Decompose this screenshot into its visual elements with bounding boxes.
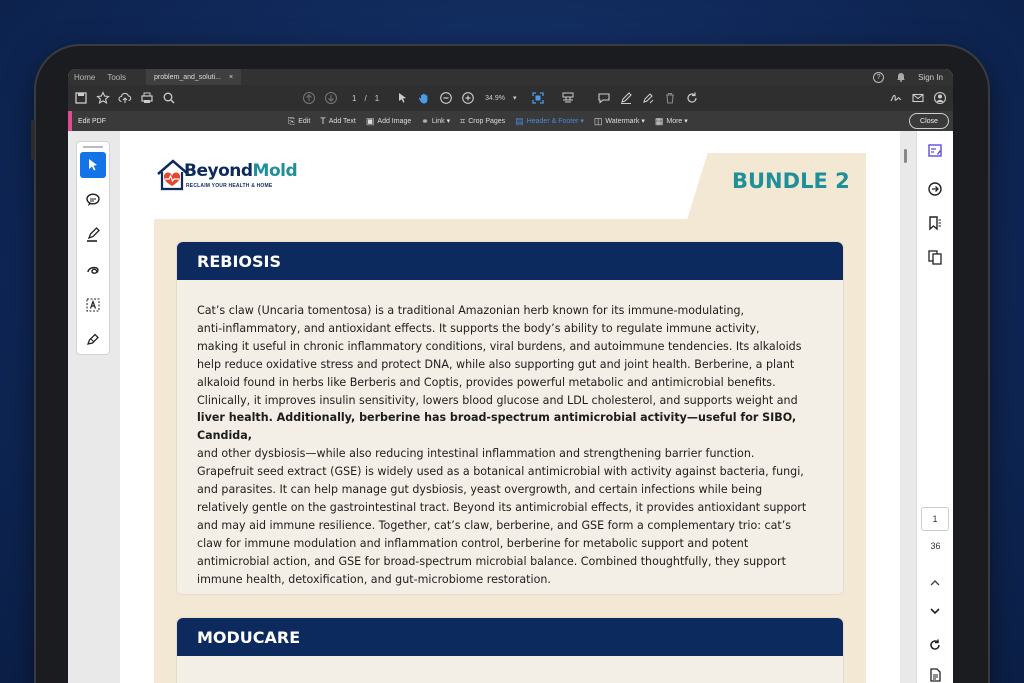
edit-pdf-bar xyxy=(68,111,953,131)
section-heading: MODUCARE xyxy=(177,618,843,656)
tab-close-icon[interactable]: × xyxy=(228,73,234,81)
hand-tool-icon[interactable] xyxy=(413,87,435,109)
crop-icon: ⌗ xyxy=(460,115,466,126)
refresh-button[interactable] xyxy=(923,633,947,657)
star-icon[interactable] xyxy=(92,87,114,109)
previous-page-icon[interactable] xyxy=(298,87,320,109)
export-pdf-button[interactable] xyxy=(923,177,947,201)
text-box-icon xyxy=(85,297,101,313)
add-image-label: Add Image xyxy=(377,117,412,125)
tab-tools[interactable]: Tools xyxy=(107,72,127,82)
sign-in-button[interactable]: Sign In xyxy=(918,72,943,82)
chevron-up-icon xyxy=(928,576,942,590)
left-tools-panel xyxy=(76,141,110,355)
pen-sign-icon xyxy=(85,332,101,348)
fill-sign-icon[interactable] xyxy=(637,87,659,109)
page-total: 1 xyxy=(374,93,380,103)
body-line: and parasites. It can help manage gut dysbiosis, yeast overgrowth, and certain infections while being xyxy=(197,483,763,497)
crop-pages-button[interactable] xyxy=(460,116,505,127)
section-card-moducare xyxy=(176,617,844,683)
body-line-bold: liver health. Additionally, berberine has broad-spectrum antimicrobial activity—useful for SIBO, Candida, xyxy=(197,411,797,443)
body-line: making it useful in chronic inflammatory conditions, viral burdens, and autoimmune tendencies. Its alkaloids xyxy=(197,339,802,353)
page-number-input[interactable]: 1 xyxy=(352,93,357,103)
zoom-level-select[interactable]: 34.9% xyxy=(485,94,505,102)
add-image-button[interactable] xyxy=(366,116,411,127)
help-icon[interactable]: ? xyxy=(873,72,884,83)
logo-word-b: Mold xyxy=(252,161,298,181)
body-line: relatively gentle on the gastrointestinal tract. Beyond its antimicrobial effects, it provides antioxidant support xyxy=(197,500,807,514)
notification-bell-icon[interactable] xyxy=(896,72,906,82)
cloud-upload-icon[interactable] xyxy=(114,87,136,109)
main-toolbar xyxy=(68,85,953,111)
link-icon: ⚭ xyxy=(421,115,429,126)
beyondmold-logo xyxy=(156,157,306,197)
edit-pdf-icon xyxy=(927,143,943,159)
logo-wordmark xyxy=(184,161,297,181)
right-panel xyxy=(916,131,953,683)
highlight-tool[interactable] xyxy=(80,222,106,248)
select-pointer-icon[interactable] xyxy=(391,87,413,109)
bookmarks-button[interactable] xyxy=(923,211,947,235)
header-footer-label: Header & Footer ▾ xyxy=(526,118,584,125)
page-thumbnail-button[interactable] xyxy=(923,663,947,683)
body-line: antimicrobial action, and GSE for broad-spectrum microbial balance. Combined thoughtfully, they support xyxy=(197,554,786,568)
pointer-icon xyxy=(85,157,101,173)
more-icon: ▦ xyxy=(654,115,664,126)
add-image-icon: ▣ xyxy=(365,115,375,126)
vertical-scrollbar-thumb[interactable] xyxy=(904,149,907,163)
document-icon xyxy=(928,668,942,682)
stamp-icon[interactable] xyxy=(557,87,579,109)
document-page xyxy=(120,131,900,683)
tablet-side-button xyxy=(31,120,35,160)
comment-icon[interactable] xyxy=(593,87,615,109)
account-icon[interactable] xyxy=(929,87,951,109)
scroll-up-button[interactable] xyxy=(923,571,947,595)
fit-page-icon[interactable] xyxy=(527,87,549,109)
print-icon[interactable] xyxy=(136,87,158,109)
more-label: More ▾ xyxy=(666,118,688,125)
edit-button[interactable] xyxy=(288,116,310,127)
logo-tagline: RECLAIM YOUR HEALTH & HOME xyxy=(186,183,273,189)
comment-bubble-icon xyxy=(85,192,101,208)
bundle-label: BUNDLE 2 xyxy=(732,169,850,193)
page-number-box[interactable]: 1 xyxy=(921,507,949,531)
tab-document[interactable] xyxy=(146,69,241,85)
link-button[interactable] xyxy=(421,116,450,127)
page-count: 36 xyxy=(930,541,941,551)
draw-tool[interactable] xyxy=(80,257,106,283)
next-page-icon[interactable] xyxy=(320,87,342,109)
export-icon xyxy=(927,181,943,197)
acrobat-window xyxy=(68,69,953,683)
logo-word-a: Beyond xyxy=(184,161,253,181)
add-text-label: Add Text xyxy=(328,117,356,125)
add-text-icon: T xyxy=(320,116,326,126)
body-line: Clinically, it improves insulin sensitivity, lowers blood glucose and LDL cholesterol, and supports weight and xyxy=(197,393,798,407)
more-button[interactable] xyxy=(655,116,688,127)
body-line: and other dysbiosis—while also reducing intestinal inflammation and strengthening barrier function. xyxy=(197,447,755,461)
tab-bar xyxy=(68,69,953,85)
section-card-rebiosis xyxy=(176,241,844,595)
refresh-icon xyxy=(928,638,942,652)
header-footer-button[interactable] xyxy=(515,116,584,127)
edit-pdf-title: Edit PDF xyxy=(78,117,107,125)
edit-button-label: Edit xyxy=(298,117,311,125)
sign-tool[interactable] xyxy=(80,327,106,353)
body-line: Grapefruit seed extract (GSE) is widely used as a botanical antimicrobial with activity against bacteria, fungi, xyxy=(197,465,804,479)
rotate-icon[interactable] xyxy=(681,87,703,109)
email-icon[interactable] xyxy=(907,87,929,109)
highlight-pen-icon[interactable] xyxy=(615,87,637,109)
section-body xyxy=(177,280,843,589)
body-line: Cat’s claw (Uncaria tomentosa) is a traditional Amazonian herb known for its immune-modulating, xyxy=(197,304,745,317)
body-line: anti-inflammatory, and antioxidant effects. It supports the body’s ability to regulate immune activity, xyxy=(197,321,760,335)
delete-icon[interactable] xyxy=(659,87,681,109)
body-line: alkaloid found in herbs like Berberis and Coptis, provides powerful metabolic and antimicrobial benefits. xyxy=(197,375,776,389)
comment-tool[interactable] xyxy=(80,187,106,213)
bookmark-icon xyxy=(927,215,943,231)
watermark-button[interactable] xyxy=(594,116,645,127)
header-footer-icon: ▤ xyxy=(515,115,524,126)
highlighter-icon xyxy=(85,227,101,243)
select-tool[interactable] xyxy=(80,152,106,178)
scroll-down-button[interactable] xyxy=(923,599,947,623)
freehand-icon xyxy=(85,262,101,278)
edit-text-icon: ⎘ xyxy=(288,115,296,126)
tab-home[interactable]: Home xyxy=(74,72,96,82)
chevron-down-icon xyxy=(928,604,942,618)
watermark-icon: ◫ xyxy=(593,115,603,126)
zoom-dropdown-chevron-icon[interactable]: ▾ xyxy=(513,95,517,102)
zoom-in-icon[interactable] xyxy=(457,87,479,109)
zoom-out-icon[interactable] xyxy=(435,87,457,109)
sign-icon[interactable] xyxy=(885,87,907,109)
add-text-button[interactable] xyxy=(320,116,356,126)
body-line: and may aid immune resilience. Together, cat’s claw, berberine, and GSE form a complementary trio: cat’s xyxy=(197,518,792,532)
body-line: claw for immune modulation and inflammation control, berberine for metabolic support and potent xyxy=(197,536,749,550)
panel-grip[interactable] xyxy=(83,146,103,148)
organize-pages-button[interactable] xyxy=(923,245,947,269)
section-heading: REBIOSIS xyxy=(177,242,843,280)
save-icon[interactable] xyxy=(70,87,92,109)
body-line: immune health, detoxification, and gut-microbiome restoration. xyxy=(197,572,551,586)
text-box-tool[interactable] xyxy=(80,292,106,318)
page-separator: / xyxy=(364,93,367,103)
link-label: Link ▾ xyxy=(431,118,451,125)
watermark-label: Watermark ▾ xyxy=(605,118,645,125)
body-line: help reduce oxidative stress and protect DNA, while also supporting gut and joint health. Berberine, a plant xyxy=(197,357,795,371)
search-icon[interactable] xyxy=(158,87,180,109)
close-edit-button[interactable]: Close xyxy=(909,113,949,129)
edit-accent-stripe xyxy=(68,111,72,131)
edit-pdf-panel-button[interactable] xyxy=(923,139,947,163)
crop-pages-label: Crop Pages xyxy=(468,117,506,125)
pages-icon xyxy=(927,249,943,265)
tab-document-label: problem_and_soluti... xyxy=(154,73,221,81)
